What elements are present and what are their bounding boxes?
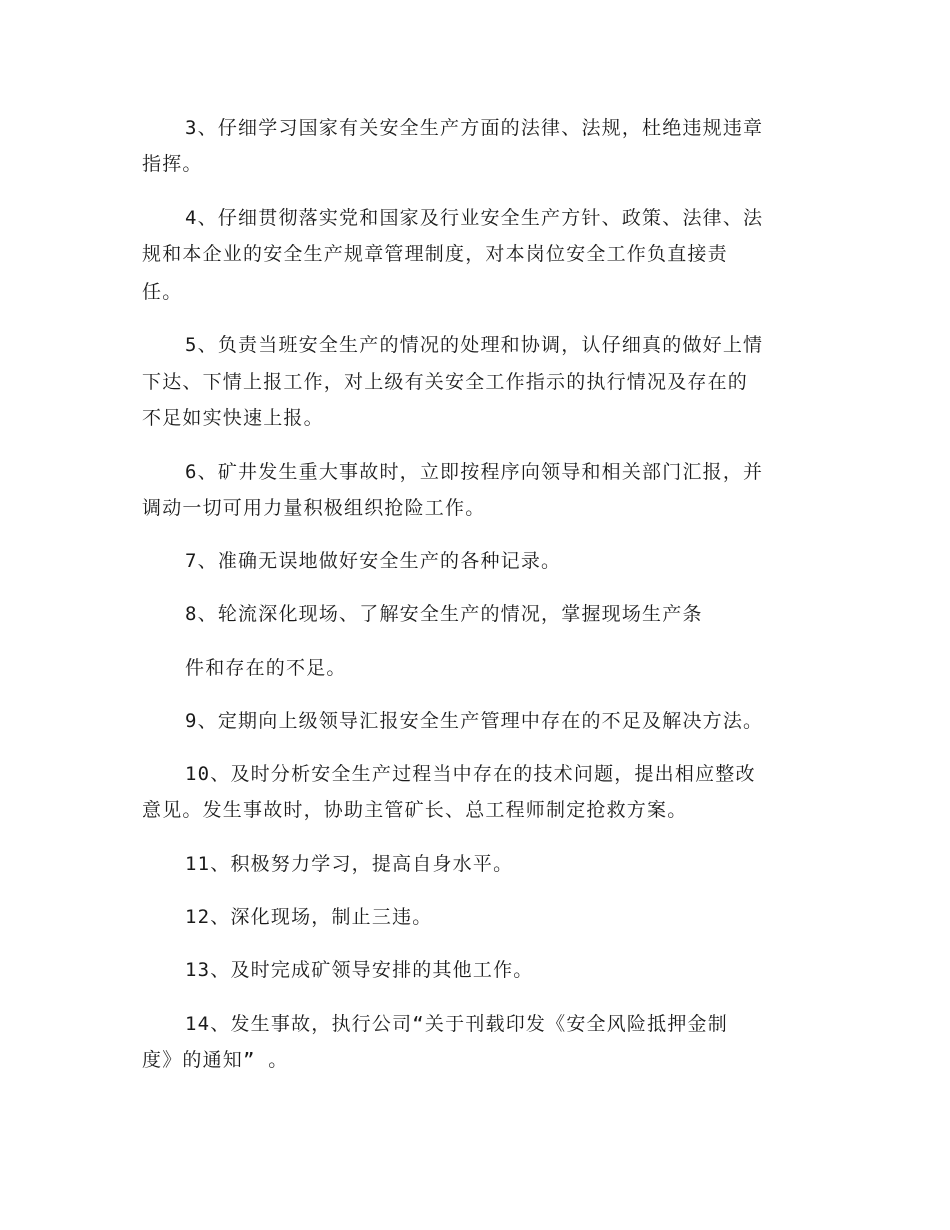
item-4-line-1: 4、仔细贯彻落实党和国家及行业安全生产方针、政策、法律、法 [185,207,764,229]
item-7-line-1: 7、准确无误地做好安全生产的各种记录。 [185,550,562,572]
item-9-line-1: 9、定期向上级领导汇报安全生产管理中存在的不足及解决方法。 [185,710,764,732]
item-5-line-1: 5、负责当班安全生产的情况的处理和协调，认仔细真的做好上情 [185,334,764,356]
item-4-line-2: 规和本企业的安全生产规章管理制度，对本岗位安全工作负直接责 [142,243,728,265]
item-11-line-1: 11、积极努力学习，提高自身水平。 [185,853,514,875]
item-5-line-3: 不足如实快速上报。 [142,407,324,429]
item-8-line-1: 8、轮流深化现场、了解安全生产的情况，掌握现场生产条 [185,603,703,625]
item-5-line-2: 下达、下情上报工作，对上级有关安全工作指示的执行情况及存在的 [142,371,749,393]
item-6-line-2: 调动一切可用力量积极组织抢险工作。 [142,497,486,519]
item-14-line-1: 14、发生事故，执行公司“关于刊载印发《安全风险抵押金制 [185,1013,728,1035]
item-3-line-2: 指挥。 [142,153,203,175]
item-6-line-1: 6、矿井发生重大事故时，立即按程序向领导和相关部门汇报，并 [185,461,764,483]
item-14-line-2: 度》的通知” 。 [142,1049,289,1071]
item-13-line-1: 13、及时完成矿领导安排的其他工作。 [185,959,534,981]
item-12-line-1: 12、深化现场，制止三违。 [185,906,433,928]
item-10-line-2: 意见。发生事故时，协助主管矿长、总工程师制定抢救方案。 [142,799,688,821]
item-8-line-2: 件和存在的不足。 [185,657,347,679]
item-4-line-3: 任。 [142,281,183,303]
item-3-line-1: 3、仔细学习国家有关安全生产方面的法律、法规，杜绝违规违章 [185,117,764,139]
item-10-line-1: 10、及时分析安全生产过程当中存在的技术问题，提出相应整改 [185,763,756,785]
